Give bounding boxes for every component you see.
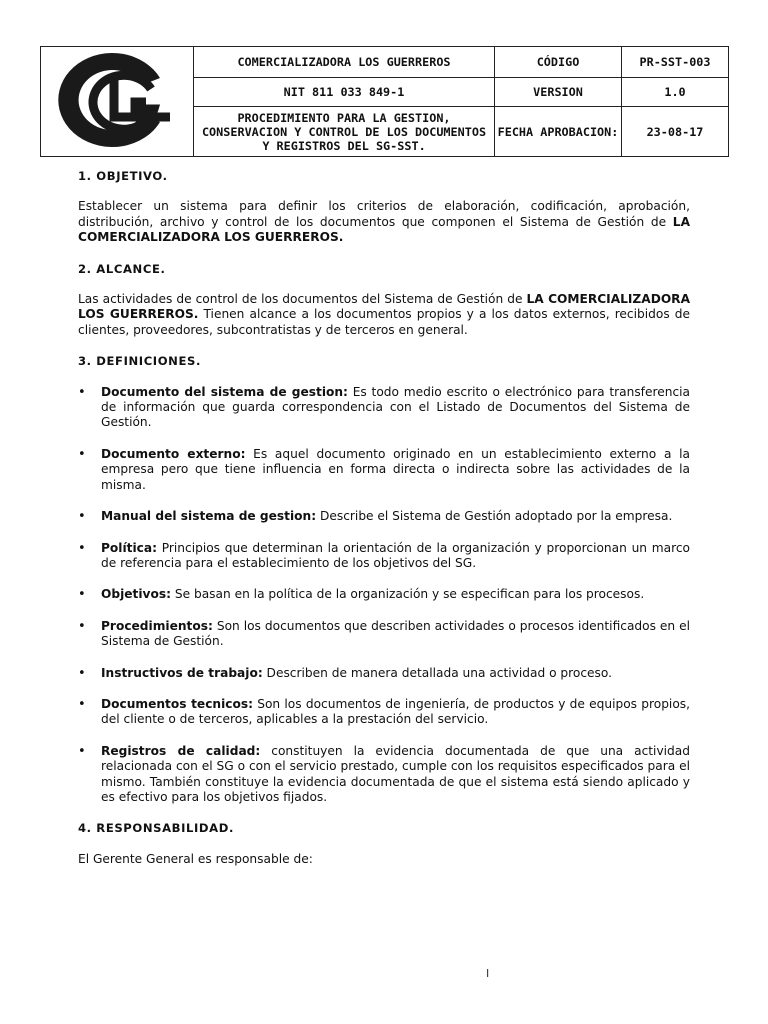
- definition-term: Documento externo:: [101, 446, 246, 461]
- code-label-cell: CÓDIGO: [495, 47, 622, 78]
- list-item: [78, 541, 690, 572]
- definition-term: Objetivos:: [101, 587, 171, 602]
- scope-company-name: LA COMERCIALIZADORA LOS GUERREROS.: [78, 292, 690, 322]
- scope-paragraph: [78, 292, 690, 338]
- definition-text: Principios que determinan la orientación de la organización y proporcionan un marco de referencia para el establecimiento de los objetivos del SG.: [101, 540, 690, 570]
- list-item: [78, 619, 690, 650]
- objective-heading: 1. OBJETIVO.: [78, 169, 168, 183]
- list-item: [78, 587, 690, 602]
- definition-term: Instructivos de trabajo:: [101, 665, 263, 680]
- objective-text: Establecer un sistema para definir los criterios de elaboración, codificación, aprobación, distribución, archivo y control de los documentos que componen el Sistema de Gestión de: [78, 199, 690, 229]
- version-label-cell: VERSION: [495, 77, 622, 107]
- responsibility-heading: 4. RESPONSABILIDAD.: [78, 821, 234, 836]
- definitions-list: [78, 385, 690, 806]
- document-body: [78, 169, 690, 883]
- definition-text: Son los documentos que describen actividades o procesos identificados en el Sistema de Gestión.: [101, 618, 690, 649]
- date-value-cell: 23-08-17: [622, 107, 729, 157]
- scope-text-a: Las actividades de control de los documentos del Sistema de Gestión de: [78, 292, 527, 307]
- company-logo-icon: [42, 47, 192, 153]
- definition-term: Documento del sistema de gestion:: [101, 384, 348, 399]
- responsibility-paragraph: El Gerente General es responsable de:: [78, 851, 313, 866]
- definition-text: Son los documentos de ingeniería, de productos y de equipos propios, del cliente o de terceros, aplicables a la prestación del servicio.: [101, 696, 691, 727]
- definition-text: Se basan en la política de la organización y se especifican para los procesos.: [170, 587, 645, 602]
- list-item: [78, 666, 690, 681]
- scope-heading: 2. ALCANCE.: [78, 261, 166, 276]
- definition-text: Es todo medio escrito o electrónico para transferencia de información que guarda correspondencia con el Listado de Documentos del Sistema de Gestión.: [101, 384, 690, 430]
- definitions-heading: 3. DEFINICIONES.: [78, 354, 201, 369]
- code-value-cell: PR-SST-003: [622, 47, 729, 78]
- scope-text-b: Tienen alcance a los documentos propios y a los datos externos, recibidos de clientes, proveedores, subcontratistas y de terceros en general.: [78, 307, 690, 337]
- definition-text: constituyen la evidencia documentada de que una actividad relacionada con el SG o con el servicio prestado, cumple con los requisitos especificados para el mismo. También constituye la evidencia documentada de que el sistema está siendo aplicado y es efectivo para los objetivos fijados.: [101, 743, 690, 804]
- page-mark: I: [486, 967, 490, 980]
- definition-term: Política:: [101, 540, 157, 555]
- definition-term: Procedimientos:: [101, 618, 213, 633]
- definition-text: Describen de manera detallada una actividad o proceso.: [262, 665, 613, 680]
- nit-cell: NIT 811 033 849-1: [194, 77, 495, 107]
- date-label-cell: FECHA APROBACION:: [495, 107, 622, 157]
- list-item: [78, 744, 690, 806]
- definition-text: Es aquel documento originado en un establecimiento externo a la empresa pero que tiene influencia en forma directa o indirecta sobre las actividades de la misma.: [101, 446, 690, 492]
- document-header-table: [40, 46, 729, 157]
- objective-paragraph: [78, 199, 690, 245]
- list-item: [78, 509, 690, 524]
- objective-company-name: LA COMERCIALIZADORA LOS GUERREROS.: [78, 214, 690, 245]
- definition-term: Documentos tecnicos:: [101, 696, 253, 711]
- list-item: [78, 697, 690, 728]
- definition-term: Manual del sistema de gestion:: [101, 509, 317, 524]
- definition-term: Registros de calidad:: [101, 743, 261, 758]
- logo-cell: [41, 47, 194, 157]
- definition-text: Describe el Sistema de Gestión adoptado por la empresa.: [316, 509, 673, 524]
- list-item: [78, 447, 690, 493]
- procedure-title-cell: PROCEDIMIENTO PARA LA GESTION, CONSERVACION Y CONTROL DE LOS DOCUMENTOS Y REGISTROS DEL SG-SST.: [194, 107, 495, 157]
- version-value-cell: 1.0: [622, 77, 729, 107]
- list-item: [78, 385, 690, 431]
- company-name-cell: COMERCIALIZADORA LOS GUERREROS: [194, 47, 495, 78]
